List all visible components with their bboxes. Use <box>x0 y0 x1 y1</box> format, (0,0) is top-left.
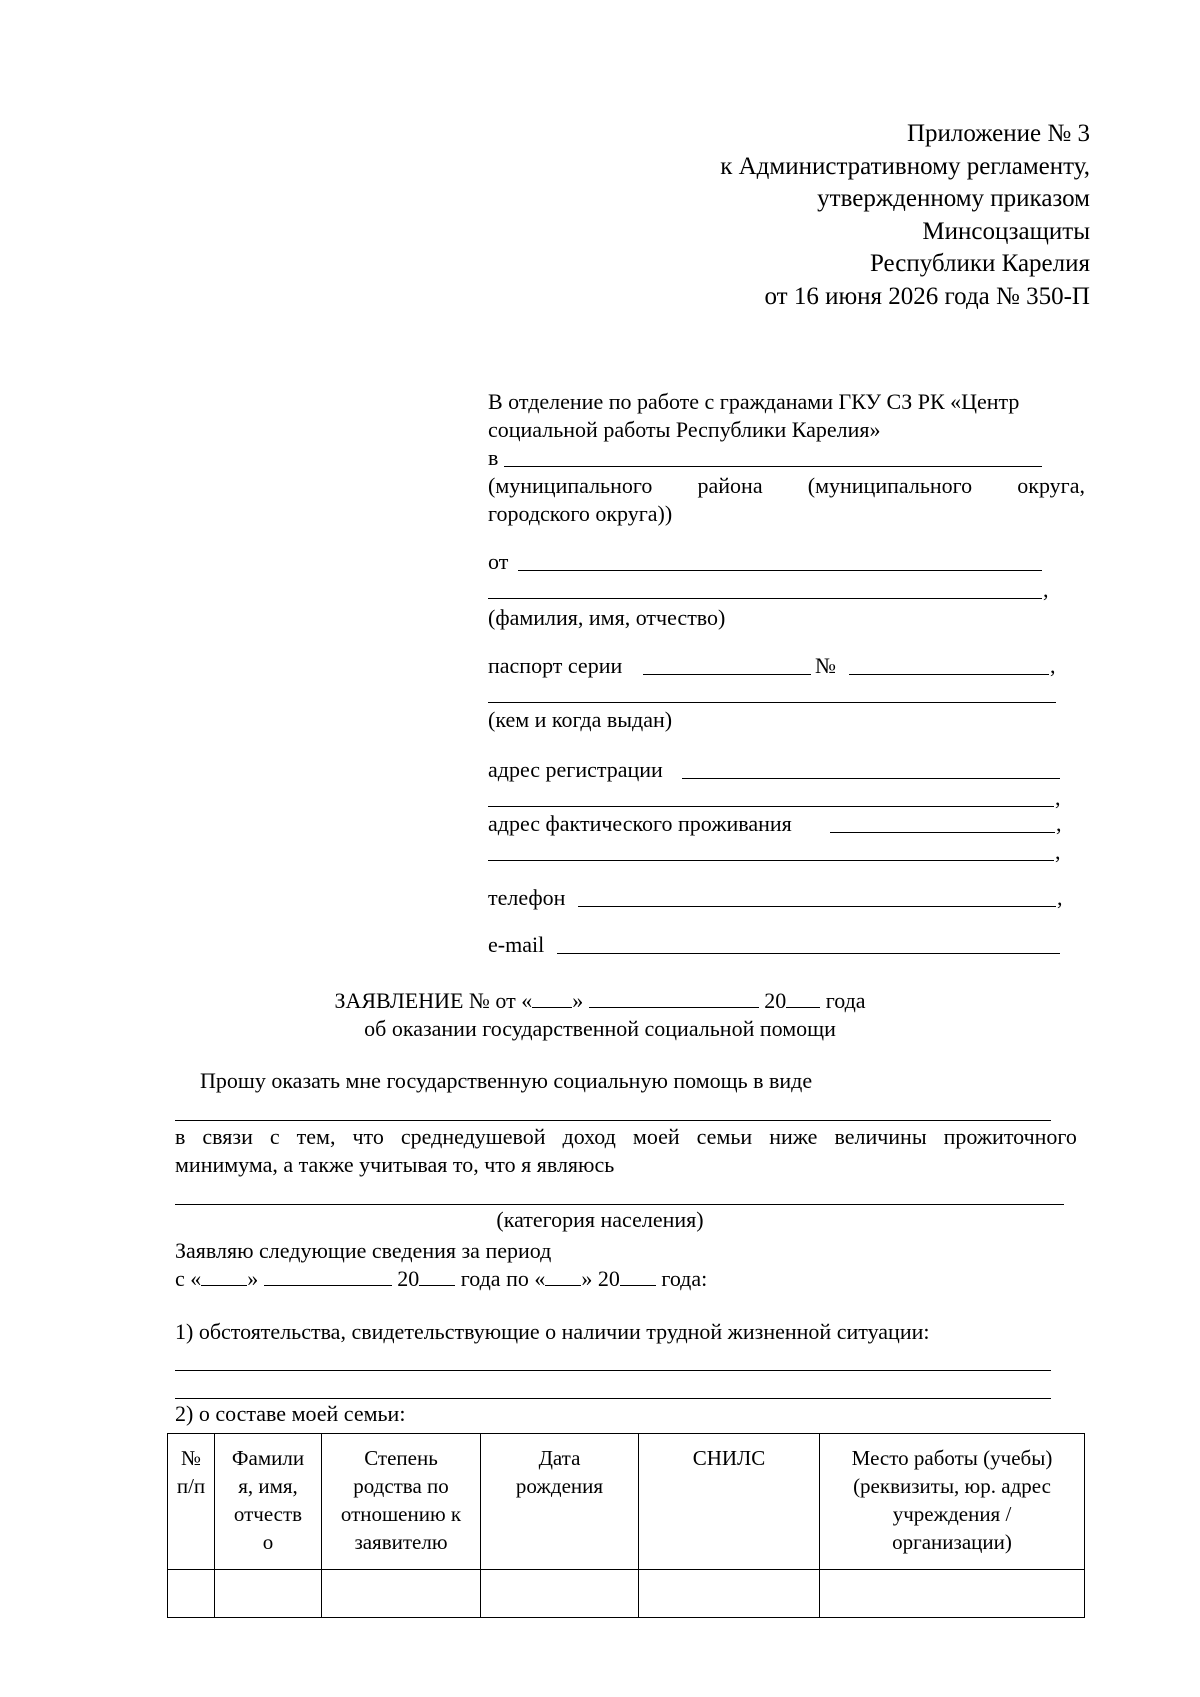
header-text: п/п <box>176 1474 206 1498</box>
period-year-prefix-2: » 20 <box>581 1266 620 1291</box>
table-cell[interactable] <box>639 1570 820 1618</box>
passport-series-label: паспорт серии <box>488 653 623 678</box>
period-to-day-field[interactable] <box>545 1265 581 1286</box>
day-field[interactable] <box>532 987 572 1008</box>
header-text: Фамили <box>231 1446 305 1470</box>
family-composition-table <box>167 1433 1085 1618</box>
header-text: отчеств <box>233 1502 303 1526</box>
header-line: от 16 июня 2026 года № 350-П <box>764 282 1090 310</box>
category-field[interactable] <box>175 1204 1064 1205</box>
period-to-year-field[interactable] <box>620 1265 656 1286</box>
period-intro: Заявляю следующие сведения за период <box>175 1238 552 1263</box>
reason-word: что <box>352 1124 384 1149</box>
hint-word: округа, <box>1017 473 1085 498</box>
header-text: (реквизиты, юр. адрес <box>853 1474 1051 1498</box>
actual-address-field-2[interactable] <box>488 860 1054 861</box>
approval-header <box>720 118 1090 313</box>
issued-hint: (кем и когда выдан) <box>488 707 673 732</box>
municipality-hint-2: городского округа)) <box>488 501 673 526</box>
header-text: № <box>180 1446 202 1470</box>
situation-field-1[interactable] <box>175 1370 1051 1371</box>
table-cell[interactable] <box>322 1570 481 1618</box>
header-line: к Административному регламенту, <box>720 152 1090 180</box>
header-text: Степень <box>364 1446 438 1470</box>
municipality-field[interactable] <box>504 466 1042 467</box>
reason-line-1 <box>175 1123 1077 1151</box>
municipality-hint <box>488 472 1085 500</box>
email-field[interactable] <box>557 953 1060 954</box>
period-from-day-field[interactable] <box>201 1265 247 1286</box>
header-text: СНИЛС <box>692 1446 766 1470</box>
header-line: Республики Карелия <box>869 250 1090 277</box>
header-text: о <box>262 1530 274 1554</box>
registration-field-2[interactable] <box>488 806 1054 807</box>
table-cell[interactable] <box>820 1570 1085 1618</box>
period-from-month-field[interactable] <box>264 1265 392 1286</box>
reason-word: ниже <box>769 1124 818 1149</box>
reason-word: среднедушевой <box>400 1124 546 1149</box>
column-header-snils <box>639 1434 820 1570</box>
department-line-1: В отделение по работе с гражданами ГКУ СЗ РК «Центр <box>488 389 1020 414</box>
reason-word: тем, <box>296 1124 336 1149</box>
header-line: Минсоцзащиты <box>922 217 1090 245</box>
department-line-2: социальной работы Республики Карелия» <box>488 417 881 442</box>
reason-word: моей <box>632 1124 680 1149</box>
actual-address-label: адрес фактического проживания <box>488 811 792 836</box>
phone-label: телефон <box>488 885 566 910</box>
comma: , <box>1055 785 1061 810</box>
table-cell[interactable] <box>481 1570 639 1618</box>
comma: , <box>1056 811 1062 836</box>
table-header-row <box>168 1434 1085 1570</box>
assistance-type-field[interactable] <box>175 1120 1051 1121</box>
phone-field[interactable] <box>578 906 1056 907</box>
passport-number-field[interactable] <box>849 674 1049 675</box>
title-year: 20 <box>764 988 787 1013</box>
title-suffix: года <box>825 988 866 1013</box>
column-header-fio <box>215 1434 322 1570</box>
reason-word: с <box>269 1124 280 1149</box>
reason-line-2: минимума, а также учитывая то, что я являюсь <box>175 1152 615 1177</box>
comma: , <box>1050 653 1056 678</box>
period-close-quote: » <box>247 1266 259 1291</box>
item-2-text: 2) о составе моей семьи: <box>175 1401 406 1426</box>
email-label: e-mail <box>488 932 545 957</box>
situation-field-2[interactable] <box>175 1398 1051 1399</box>
year-field[interactable] <box>786 987 820 1008</box>
reason-word: прожиточного <box>943 1124 1077 1149</box>
reason-word: семьи <box>696 1124 753 1149</box>
request-text: Прошу оказать мне государственную социальную помощь в виде <box>200 1068 813 1093</box>
header-line: утвержденному приказом <box>817 185 1090 212</box>
period-line <box>175 1265 707 1293</box>
month-field[interactable] <box>589 987 759 1008</box>
in-label: в <box>488 445 499 470</box>
period-from-year-field[interactable] <box>419 1265 455 1286</box>
column-header-number <box>168 1434 215 1570</box>
hint-word: (муниципального <box>807 473 973 498</box>
table-row <box>168 1570 1085 1618</box>
reason-word: величины <box>834 1124 927 1149</box>
header-text: рождения <box>515 1474 604 1498</box>
title-line-1 <box>0 987 1200 1015</box>
registration-label: адрес регистрации <box>488 757 663 782</box>
period-end: года: <box>661 1266 708 1291</box>
header-text: Дата <box>538 1446 581 1470</box>
comma: , <box>1055 839 1061 864</box>
header-line: Приложение № 3 <box>906 120 1090 147</box>
header-text: родства по <box>353 1474 449 1498</box>
passport-series-field[interactable] <box>643 674 811 675</box>
item-1-text: 1) обстоятельства, свидетельствующие о наличии трудной жизненной ситуации: <box>175 1319 930 1344</box>
header-text: организации) <box>892 1530 1012 1554</box>
passport-number-label: № <box>815 653 836 678</box>
actual-address-field-1[interactable] <box>830 832 1055 833</box>
period-year-prefix: 20 <box>397 1266 420 1291</box>
hint-word: района <box>697 473 763 498</box>
table-cell[interactable] <box>215 1570 322 1618</box>
period-mid: года по « <box>460 1266 546 1291</box>
passport-issued-field[interactable] <box>488 702 1056 703</box>
title-quote: » <box>572 988 584 1013</box>
reason-word: связи <box>202 1124 253 1149</box>
column-header-birthdate <box>481 1434 639 1570</box>
reason-word: в <box>175 1124 186 1149</box>
comma: , <box>1057 885 1063 910</box>
comma: , <box>1043 577 1049 602</box>
header-text: я, имя, <box>238 1474 298 1498</box>
fio-hint: (фамилия, имя, отчество) <box>488 605 726 630</box>
title-line-2: об оказании государственной социальной помощи <box>364 1016 836 1041</box>
application-title <box>0 987 1200 1043</box>
header-text: заявителю <box>354 1530 448 1554</box>
header-text: учреждения / <box>892 1502 1012 1526</box>
header-text: Место работы (учебы) <box>851 1446 1053 1470</box>
column-header-workplace <box>820 1434 1085 1570</box>
reason-word: доход <box>562 1124 616 1149</box>
from-label: от <box>488 549 509 574</box>
fio-field-2[interactable] <box>488 598 1042 599</box>
title-prefix: ЗАЯВЛЕНИЕ № от « <box>334 988 533 1013</box>
registration-field-1[interactable] <box>682 778 1060 779</box>
header-text: отношению к <box>340 1502 462 1526</box>
fio-field-1[interactable] <box>518 570 1042 571</box>
hint-word: (муниципального <box>488 473 653 498</box>
category-hint: (категория населения) <box>496 1207 704 1232</box>
table-cell[interactable] <box>168 1570 215 1618</box>
period-open-quote: с « <box>175 1266 202 1291</box>
column-header-relation <box>322 1434 481 1570</box>
